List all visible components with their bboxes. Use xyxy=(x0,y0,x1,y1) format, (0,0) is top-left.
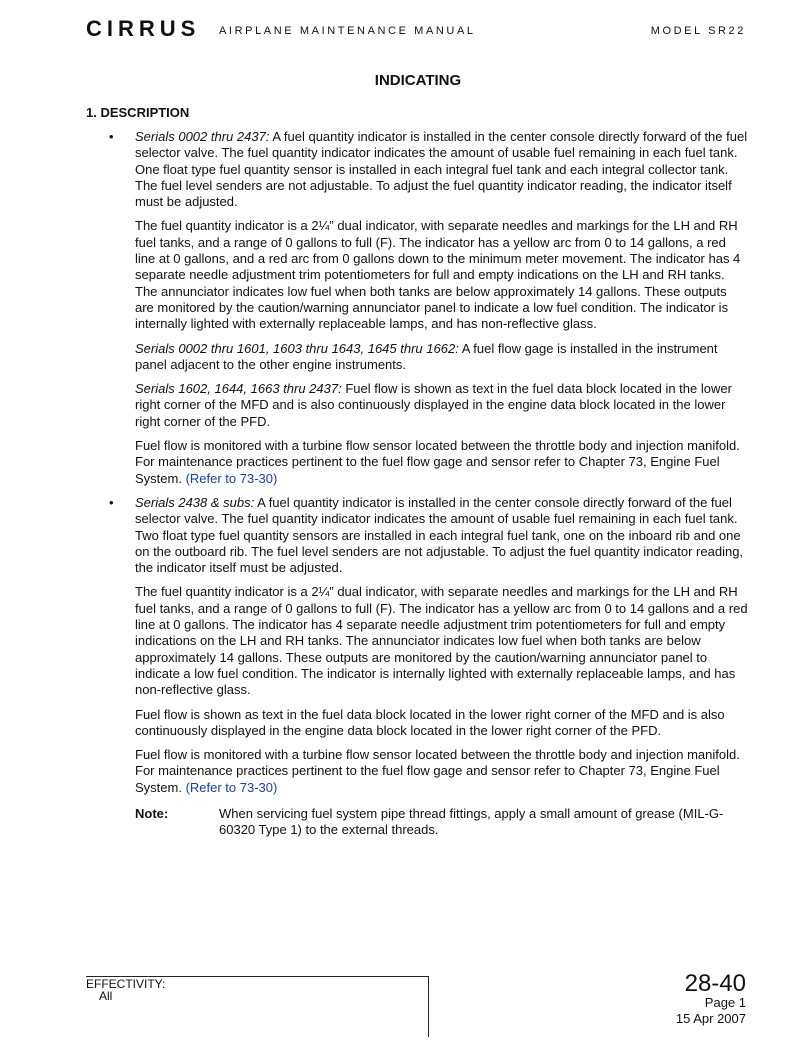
section-heading: 1. DESCRIPTION xyxy=(86,105,190,120)
bullet-icon: • xyxy=(109,129,114,144)
paragraph-text: Fuel flow is shown as text in the fuel data block located in the lower right corner of the MFD and is also continuously displayed in the engine data block located in the lower right corner of the PFD. xyxy=(135,381,732,429)
paragraph xyxy=(135,341,748,374)
paragraph: Fuel flow is shown as text in the fuel data block located in the lower right corner of the MFD and is also continuously displayed in the engine data block located in the lower right corner of the PFD. xyxy=(135,706,725,738)
paragraph xyxy=(135,381,748,430)
paragraph-text: A fuel quantity indicator is installed in the center console directly forward of the fuel selector valve. The fuel quantity indicator indicates the amount of usable fuel remaining in each fuel tank. One float type fuel quantity sensor is installed in each integral fuel tank and each integral collector tank. The fuel level senders are not adjustable. To adjust the fuel quantity indicator reading, the indicator itself must be adjusted. xyxy=(135,129,748,210)
bullet-block-early-serials xyxy=(86,129,748,487)
page-header xyxy=(86,16,746,42)
brand-logo: CIRRUS xyxy=(86,16,201,41)
serial-range: Serials 0002 thru 2437: xyxy=(135,129,270,144)
note-block xyxy=(86,806,748,839)
effectivity-box xyxy=(86,976,429,1037)
model-label: MODEL SR22 xyxy=(650,25,746,37)
manual-title: AIRPLANE MAINTENANCE MANUAL xyxy=(219,25,476,37)
chapter-number: 28-40 xyxy=(684,970,746,997)
document-body xyxy=(86,129,748,839)
bullet-icon: • xyxy=(109,494,114,510)
serial-range: Serials 2438 & subs: xyxy=(135,494,255,510)
paragraph xyxy=(135,495,748,576)
revision-date: 15 Apr 2007 xyxy=(675,1011,746,1026)
paragraph-text: A fuel quantity indicator is installed in the center console directly forward of the fuel selector valve. The fuel quantity indicator indicates the amount of usable fuel remaining in each fuel tank. Two float type fuel quantity sensors are installed in each integral fuel tank, one on the inboard rib and one on the outboard rib. The fuel level senders are not adjustable. To adjust the fuel quantity indicator reading, the indicator itself must be adjusted. xyxy=(135,494,744,576)
paragraph xyxy=(135,438,748,487)
paragraph xyxy=(135,129,748,210)
serial-range: Serials 0002 thru 1601, 1603 thru 1643, 1645 thru 1662: xyxy=(135,340,459,356)
effectivity-label: EFFECTIVITY: xyxy=(86,977,166,991)
note-label: Note: xyxy=(135,805,169,821)
paragraph: The fuel quantity indicator is a 2¼” dual indicator, with separate needles and markings for the LH and RH fuel tanks, and a range of 0 gallons to full (F). The indicator has a yellow arc from 0 to 14 gallons, a red line at 0 gallons, and a red arc from 0 gallons down to the minimum meter movement. The indicator has 4 separate needle adjustment trim potentiometers for full and empty indications on the LH and RH tanks. The annunciator indicates low fuel when both tanks are below approximately 14 gallons. These outputs are monitored by the caution/warning annunciator panel to indicate a low fuel condition. The indicator is internally lighted with externally replaceable lamps, and has non-reflective glass. xyxy=(135,218,741,332)
bullet-block-later-serials xyxy=(86,495,748,796)
page-number: Page 1 xyxy=(704,995,746,1010)
effectivity-value: All xyxy=(99,989,113,1003)
paragraph-text: Fuel flow is monitored with a turbine flow sensor located between the throttle body and injection manifold. For maintenance practices pertinent to the fuel flow gage and sensor refer to Chapter 73, Engine Fuel System. xyxy=(135,747,740,795)
page-title: INDICATING xyxy=(374,72,462,89)
note-text: When servicing fuel system pipe thread fittings, apply a small amount of grease (MIL-G-60320 Type 1) to the external threads. xyxy=(219,805,724,838)
serial-range: Serials 1602, 1644, 1663 thru 2437: xyxy=(135,381,342,397)
reference-link[interactable]: (Refer to 73-30) xyxy=(185,779,278,795)
paragraph-text: A fuel flow gage is installed in the instrument panel adjacent to the other engine instruments. xyxy=(135,340,718,372)
reference-link[interactable]: (Refer to 73-30) xyxy=(185,470,278,486)
paragraph xyxy=(135,747,748,796)
paragraph-text: Fuel flow is monitored with a turbine flow sensor located between the throttle body and injection manifold. For maintenance practices pertinent to the fuel flow gage and sensor refer to Chapter 73, Engine Fuel System. xyxy=(135,438,740,486)
paragraph: The fuel quantity indicator is a 2¼” dual indicator, with separate needles and markings for the LH and RH fuel tanks, and a range of 0 gallons to full (F). The indicator has a yellow arc from 0 to 14 gallons and a red line at 0 gallons. The indicator has 4 separate needle adjustment trim potentiometers for full and empty indications on the LH and RH tanks. The annunciator indicates low fuel when both tanks are below approximately 14 gallons. These outputs are monitored by the caution/warning annunciator panel to indicate a low fuel condition. The indicator is internally lighted with externally replaceable lamps, and has non-reflective glass. xyxy=(135,584,748,698)
